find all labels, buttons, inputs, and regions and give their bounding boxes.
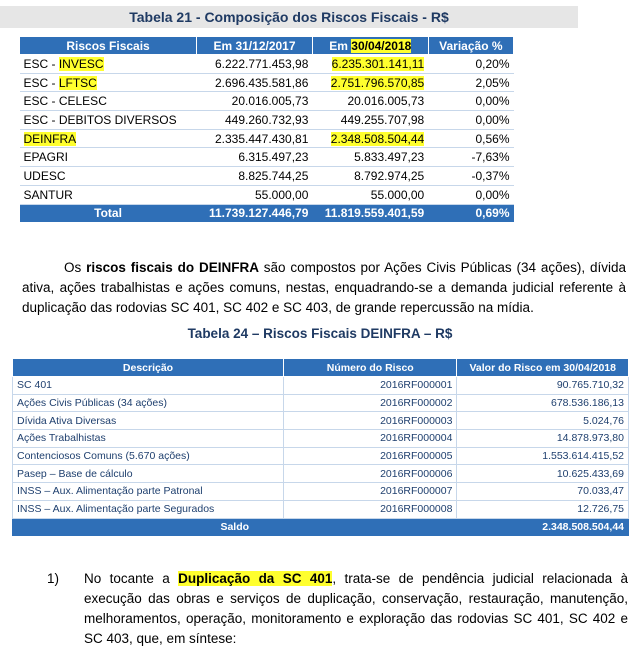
total-2018: 11.819.559.401,59 [312, 204, 428, 222]
table-24-row [13, 447, 629, 465]
header-descricao: Descrição [13, 359, 284, 377]
risk-name-cell [20, 129, 197, 148]
value-2017-cell: 449.260.732,93 [197, 111, 313, 130]
table-21-row [20, 73, 514, 92]
description-cell: Pasep – Base de cálculo [13, 465, 284, 483]
table-21-row [20, 148, 514, 167]
risk-value-cell: 70.033,47 [457, 483, 629, 501]
variation-cell: 0,00% [428, 185, 513, 204]
value-2018-cell [312, 185, 428, 204]
risk-value-cell: 5.024,76 [457, 412, 629, 430]
header-2017: Em 31/12/2017 [197, 37, 313, 55]
total-variation: 0,69% [428, 204, 513, 222]
risk-value-cell: 1.553.614.415,52 [457, 447, 629, 465]
description-cell: Ações Trabalhistas [13, 430, 284, 448]
variation-cell: 0,20% [428, 55, 513, 74]
header-riscos-fiscais: Riscos Fiscais [20, 37, 197, 55]
variation-cell: 0,00% [428, 92, 513, 111]
paragraph-2-before: No tocante a [84, 571, 179, 586]
header-2018-prefix: Em [329, 38, 352, 53]
list-number: 1) [47, 571, 60, 586]
risk-value-cell: 14.878.973,80 [457, 430, 629, 448]
table-21 [19, 36, 514, 222]
paragraph-2-highlight: Duplicação da SC 401 [178, 571, 333, 586]
value-2017-cell: 6.222.771.453,98 [197, 55, 313, 74]
value-2018-cell [312, 148, 428, 167]
paragraph-1-before: Os [64, 260, 87, 275]
risk-name-cell [20, 185, 197, 204]
table-21-row [20, 111, 514, 130]
header-valor-risco: Valor do Risco em 30/04/2018 [457, 359, 629, 377]
value-2018-cell [312, 73, 428, 92]
risk-name-prefix: ESC - CELESC [23, 94, 107, 109]
variation-cell: 2,05% [428, 73, 513, 92]
value-2017-cell: 2.696.435.581,86 [197, 73, 313, 92]
variation-cell: -7,63% [428, 148, 513, 167]
value-2017-cell: 20.016.005,73 [197, 92, 313, 111]
header-2018-date: 30/04/2018 [351, 38, 412, 53]
total-label: Total [20, 204, 197, 222]
risk-name-highlight: LFTSC [58, 75, 97, 90]
value-2018: 55.000,00 [370, 187, 425, 202]
value-2018-cell [312, 111, 428, 130]
value-2017-cell: 55.000,00 [197, 185, 313, 204]
risk-name-prefix: ESC - [23, 75, 59, 90]
value-2018-cell [312, 92, 428, 111]
table-24-saldo-row [13, 518, 629, 536]
table-21-total-row [20, 204, 514, 222]
risk-value-cell: 10.625.433,69 [457, 465, 629, 483]
variation-cell: 0,00% [428, 111, 513, 130]
table-24-row [13, 483, 629, 501]
risk-name-cell [20, 148, 197, 167]
table-21-title: Tabela 21 - Composição dos Riscos Fiscais - R$ [0, 6, 578, 28]
value-2017-cell: 8.825.744,25 [197, 167, 313, 186]
risk-name-cell [20, 92, 197, 111]
paragraph-deinfra [22, 258, 626, 318]
risk-number-cell: 2016RF000005 [284, 447, 457, 465]
table-24-row [13, 394, 629, 412]
value-2018: 6.235.301.141,11 [331, 56, 425, 71]
risk-number-cell: 2016RF000007 [284, 483, 457, 501]
risk-name-cell [20, 55, 197, 74]
paragraph-2-after: , trata-se de pendência judicial relacionada à execução das obras e serviços de duplicação, conservação, restauração, manutenção, melhoramentos, operação, monitoramento e exploração das rodovias SC 401, SC 402 e SC 403, que, em síntese: [84, 571, 628, 646]
risk-number-cell: 2016RF000004 [284, 430, 457, 448]
table-24-row [13, 430, 629, 448]
table-21-header-row [20, 37, 514, 55]
risk-name-highlight: INVESC [58, 56, 104, 71]
risk-name-cell [20, 73, 197, 92]
table-24-row [13, 377, 629, 395]
value-2018-cell [312, 55, 428, 74]
paragraph-1-bold: riscos fiscais do DEINFRA [86, 260, 259, 275]
value-2018-cell [312, 129, 428, 148]
risk-name-prefix: SANTUR [23, 187, 73, 202]
table-24-title: Tabela 24 – Riscos Fiscais DEINFRA – R$ [187, 326, 453, 341]
risk-number-cell: 2016RF000006 [284, 465, 457, 483]
risk-name-cell [20, 167, 197, 186]
risk-name-highlight: DEINFRA [23, 131, 77, 146]
table-21-row [20, 92, 514, 111]
risk-number-cell: 2016RF000002 [284, 394, 457, 412]
header-variacao: Variação % [428, 37, 513, 55]
risk-number-cell: 2016RF000001 [284, 377, 457, 395]
saldo-value: 2.348.508.504,44 [457, 518, 629, 536]
variation-cell: -0,37% [428, 167, 513, 186]
table-21-row [20, 167, 514, 186]
value-2018: 2.348.508.504,44 [330, 131, 425, 146]
risk-name-prefix: EPAGRI [23, 150, 68, 165]
header-numero-risco: Número do Risco [284, 359, 457, 377]
table-24-header-row [13, 359, 629, 377]
description-cell: Contenciosos Comuns (5.670 ações) [13, 447, 284, 465]
description-cell: SC 401 [13, 377, 284, 395]
header-2018 [312, 37, 428, 55]
total-2017: 11.739.127.446,79 [197, 204, 313, 222]
paragraph-duplicacao [84, 569, 628, 649]
risk-name-cell [20, 111, 197, 130]
value-2018: 2.751.796.570,85 [330, 75, 425, 90]
risk-name-prefix: UDESC [23, 168, 66, 183]
description-cell: INSS – Aux. Alimentação parte Patronal [13, 483, 284, 501]
risk-value-cell: 90.765.710,32 [457, 377, 629, 395]
value-2018: 5.833.497,23 [354, 150, 425, 165]
value-2018: 20.016.005,73 [347, 94, 425, 109]
risk-name-prefix: ESC - [23, 56, 59, 71]
value-2017-cell: 2.335.447.430,81 [197, 129, 313, 148]
table-24-row [13, 465, 629, 483]
risk-number-cell: 2016RF000008 [284, 500, 457, 518]
table-21-row [20, 185, 514, 204]
value-2018: 8.792.974,25 [354, 168, 425, 183]
description-cell: INSS – Aux. Alimentação parte Segurados [13, 500, 284, 518]
variation-cell: 0,56% [428, 129, 513, 148]
risk-name-prefix: ESC - DEBITOS DIVERSOS [23, 112, 177, 127]
risk-number-cell: 2016RF000003 [284, 412, 457, 430]
risk-value-cell: 678.536.186,13 [457, 394, 629, 412]
table-24-row [13, 412, 629, 430]
description-cell: Ações Civis Públicas (34 ações) [13, 394, 284, 412]
paragraph-1-after: são compostos por Ações Civis Públicas (34 ações), dívida ativa, ações trabalhistas e ações comuns, nestas, enquadrando-se a demanda judicial referente à duplicação das rodovias SC 401, SC 402 e SC 403, de grande repercussão na mídia. [22, 260, 626, 315]
risk-value-cell: 12.726,75 [457, 500, 629, 518]
table-24-row [13, 500, 629, 518]
table-24 [12, 358, 629, 536]
saldo-label: Saldo [13, 518, 457, 536]
table-21-row [20, 55, 514, 74]
value-2018: 449.255.707,98 [340, 112, 425, 127]
table-21-row [20, 129, 514, 148]
value-2017-cell: 6.315.497,23 [197, 148, 313, 167]
value-2018-cell [312, 167, 428, 186]
description-cell: Dívida Ativa Diversas [13, 412, 284, 430]
